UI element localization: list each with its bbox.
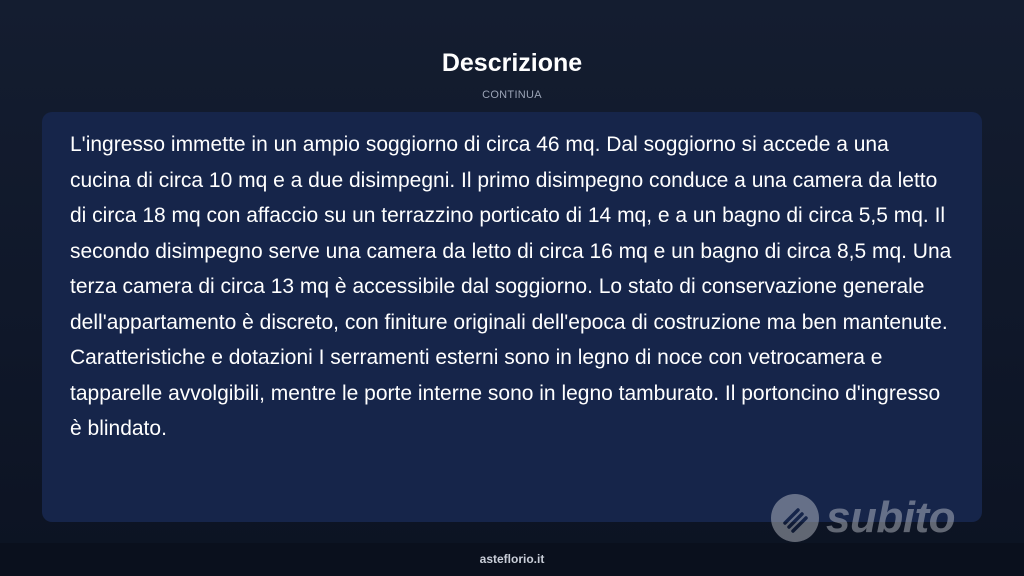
description-card <box>42 112 982 522</box>
subito-logo-text: subito <box>826 493 955 542</box>
footer-site-label: asteflorio.it <box>479 552 545 566</box>
subito-logo-icon <box>770 493 820 543</box>
description-text: L'ingresso immette in un ampio soggiorno di circa 46 mq. Dal soggiorno si accede a una cucina di circa 10 mq e a due disimpegni. Il primo disimpegno conduce a una camera da letto di circa 18 mq con affaccio su un terrazzino porticato di 14 mq, e a un bagno di circa 5,5 mq. Il secondo disimpegno serve una camera da letto di circa 16 mq e un bagno di circa 8,5 mq. Una terza camera di circa 13 mq è accessibile dal soggiorno. Lo stato di conservazione generale dell'appartamento è discreto, con finiture originali dell'epoca di costruzione ma ben mantenute. Caratteristiche e dotazioni I serramenti esterni sono in legno di noce con vetrocamera e tapparelle avvolgibili, mentre le porte interne sono in legno tamburato. Il portoncino d'ingresso è blindato. <box>70 133 952 440</box>
page-title: Descrizione <box>441 49 583 77</box>
continue-label: CONTINUA <box>482 89 542 101</box>
subito-watermark <box>770 488 980 548</box>
